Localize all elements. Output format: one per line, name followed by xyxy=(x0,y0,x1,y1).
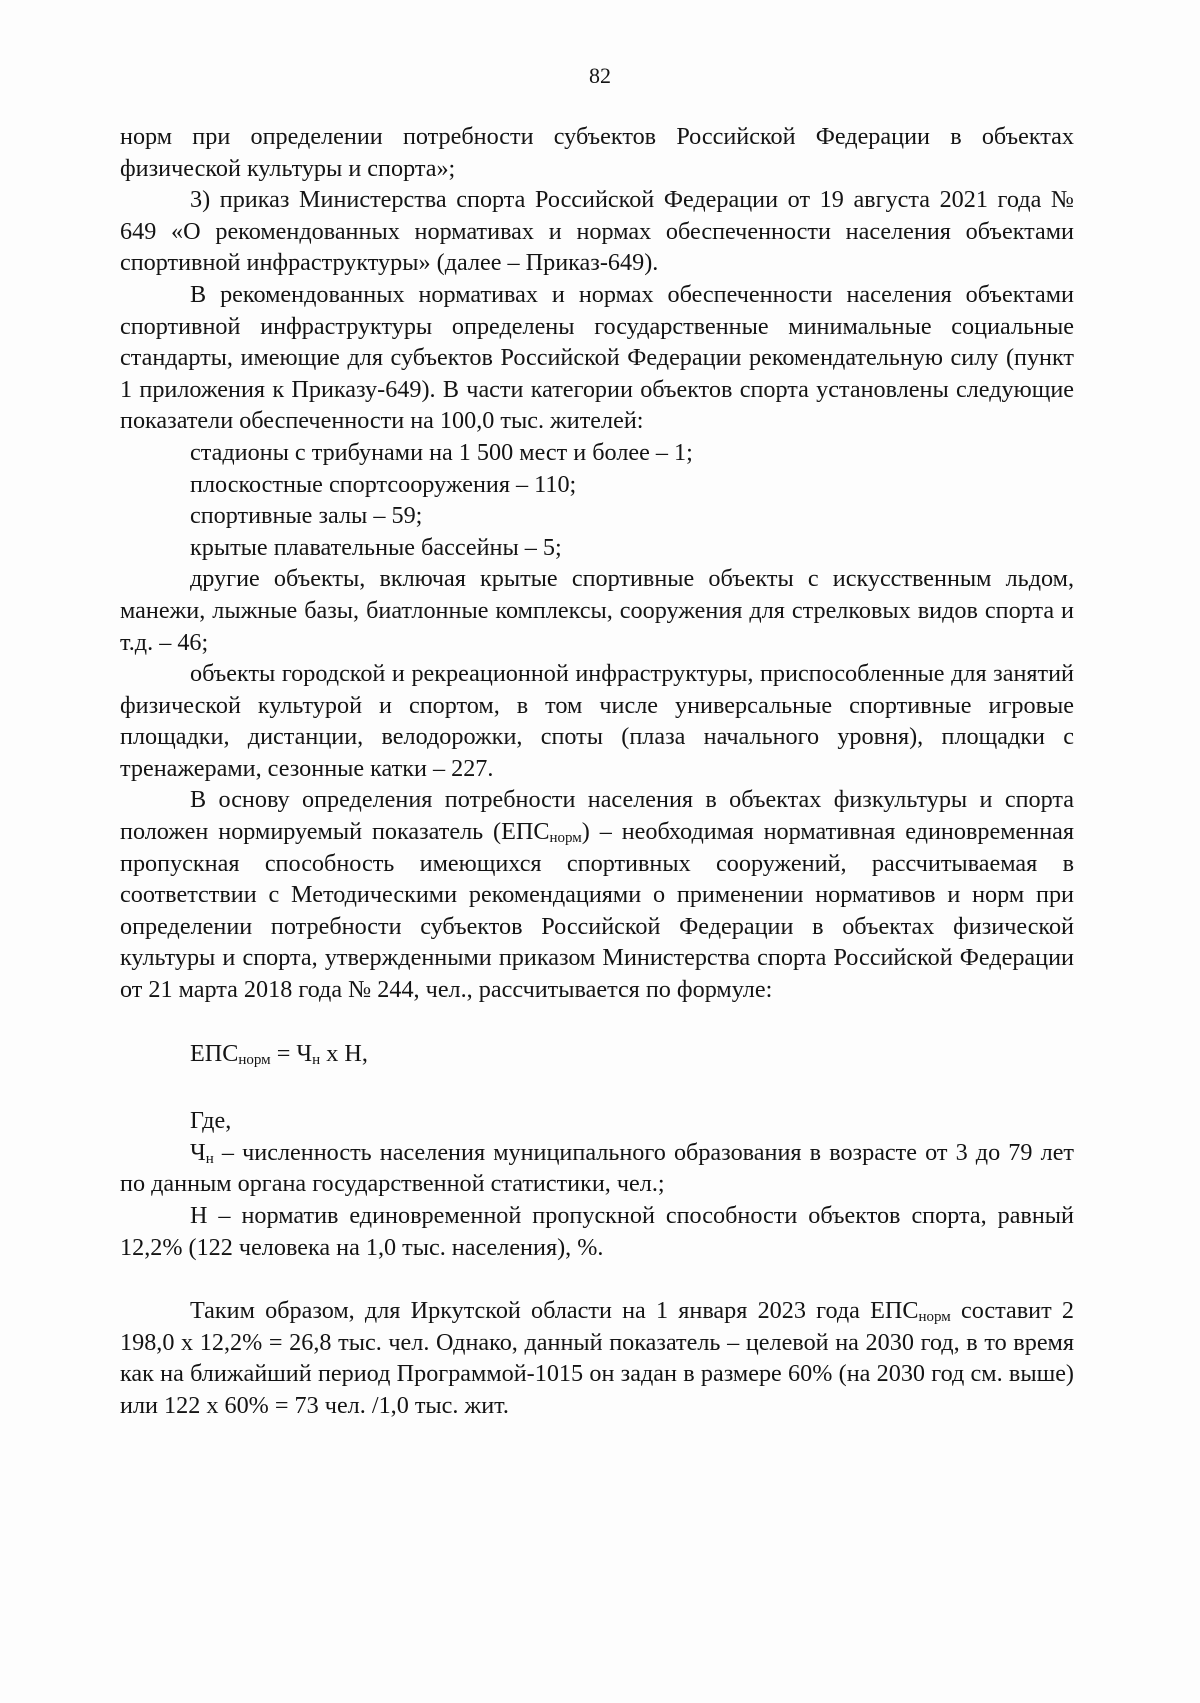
formula-equals: = Ч xyxy=(270,1039,313,1067)
formula-lhs: ЕПС xyxy=(190,1039,239,1067)
spacer xyxy=(120,1263,1074,1295)
eps-text-before: В основу определения потребности населения в объектах физкультуры и спорта положен нормируемый показатель (ЕПС xyxy=(120,786,1074,846)
paragraph-eps-definition xyxy=(120,784,1074,1005)
page-number: 82 xyxy=(589,63,611,88)
calc-subscript: норм xyxy=(918,1309,951,1326)
formula xyxy=(120,1038,1074,1070)
formula-lhs-subscript: норм xyxy=(238,1051,271,1068)
paragraph-continuation: норм при определении потребности субъектов Российской Федерации в объектах физической культуры и спорта»; xyxy=(120,123,1074,182)
paragraph-irkutsk-calculation xyxy=(120,1295,1074,1421)
calc-text-before: Таким образом, для Иркутской области на 1 января 2023 года ЕПС xyxy=(190,1297,919,1325)
document-body xyxy=(120,121,1074,1422)
list-item-sport-halls: спортивные залы – 59; xyxy=(190,502,423,530)
list-item-urban-infrastructure: объекты городской и рекреационной инфраструктуры, приспособленные для занятий физической культурой и спортом, в том числе универсальные спортивные игровые площадки, дистанции, велодорожки, споты (плаза начального уровня), площадки с тренажерами, сезонные катки – 227. xyxy=(120,660,1074,782)
list-item-stadiums: стадионы с трибунами на 1 500 мест и более – 1; xyxy=(190,438,693,466)
definition-population xyxy=(120,1137,1074,1200)
paragraph-order-649: 3) приказ Министерства спорта Российской Федерации от 19 августа 2021 года № 649 «О рекомендованных нормативах и нормах обеспеченности населения объектами спортивной инфраструктуры» (далее – Приказ-649). xyxy=(120,186,1074,277)
def-population-symbol: Ч xyxy=(190,1138,206,1166)
list-item-pools: крытые плавательные бассейны – 5; xyxy=(190,533,562,561)
list-item-flat-facilities: плоскостные спортсооружения – 110; xyxy=(190,470,577,498)
formula-ch-subscript: н xyxy=(312,1051,321,1068)
where-label: Где, xyxy=(190,1107,232,1135)
list-item-other-objects: другие объекты, включая крытые спортивные объекты с искусственным льдом, манежи, лыжные базы, биатлонные комплексы, сооружения для стрелковых видов спорта и т.д. – 46; xyxy=(120,565,1074,656)
eps-text-after: ) – необходимая нормативная единовременная пропускная способность имеющихся спортивных сооружений, рассчитываемая в соответствии с Методическими рекомендациями о применении нормативов и норм при определении потребности субъектов Российской Федерации в объектах физической культуры и спорта, утвержденными приказом Министерства спорта Российской Федерации от 21 марта 2018 года № 244, чел., рассчитывается по формуле: xyxy=(120,818,1074,1004)
eps-subscript: норм xyxy=(549,830,582,847)
def-population-subscript: н xyxy=(205,1150,214,1167)
paragraph-standards: В рекомендованных нормативах и нормах обеспеченности населения объектами спортивной инфраструктуры определены государственные минимальные социальные стандарты, имеющие для субъектов Российской Федерации рекомендательную силу (пункт 1 приложения к Приказу-649). В части категории объектов спорта установлены следующие показатели обеспеченности на 100,0 тыс. жителей: xyxy=(120,280,1074,435)
formula-rhs: х Н, xyxy=(320,1039,368,1067)
definition-norm: Н – норматив единовременной пропускной способности объектов спорта, равный 12,2% (122 человека на 1,0 тыс. населения), %. xyxy=(120,1202,1074,1261)
calc-text-after: составит 2 198,0 х 12,2% = 26,8 тыс. чел. Однако, данный показатель – целевой на 2030 год, в то время как на ближайший период Программой-1015 он задан в размере 60% (на 2030 год см. выше) или 122 х 60% = 73 чел. /1,0 тыс. жит. xyxy=(120,1297,1074,1419)
def-population-text: – численность населения муниципального образования в возрасте от 3 до 79 лет по данным органа государственной статистики, чел.; xyxy=(120,1138,1074,1198)
